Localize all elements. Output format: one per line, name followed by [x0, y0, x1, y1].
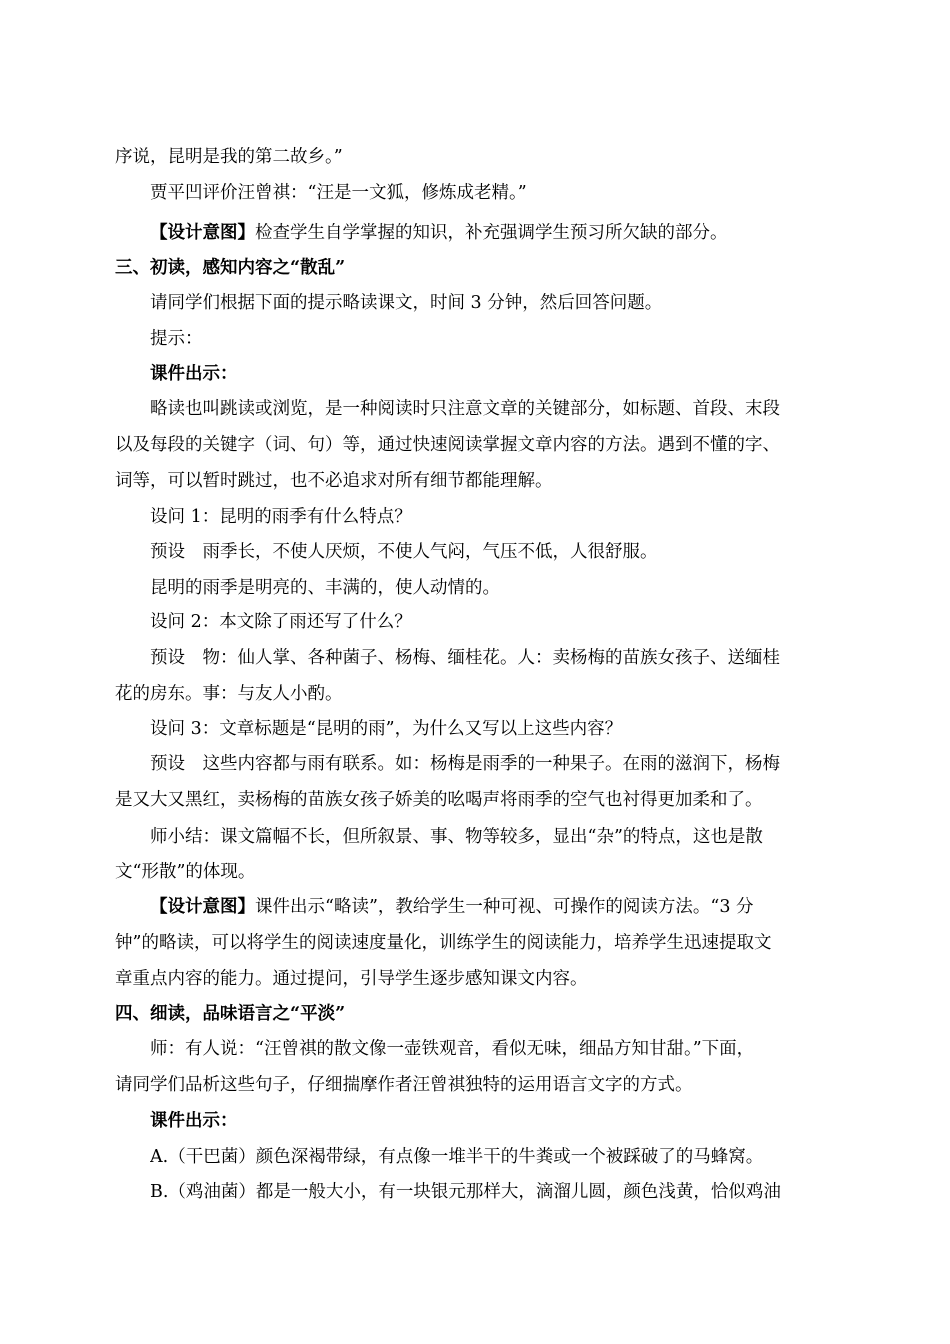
courseware-label: 课件出示：	[150, 1111, 238, 1131]
design-intent-label: 【设计意图】	[150, 897, 255, 917]
courseware-label: 课件出示：	[150, 364, 238, 384]
paragraph-line: 词等，可以暂时跳过，也不必追求对所有细节都能理解。	[115, 471, 553, 491]
paragraph-line: 设问 2：本文除了雨还写了什么？	[150, 612, 412, 632]
paragraph-line: 略读也叫跳读或浏览，是一种阅读时只注意文章的关键部分，如标题、首段、末段	[150, 399, 780, 419]
design-intent-paragraph	[150, 216, 845, 250]
paragraph-line: 预设 物：仙人掌、各种菌子、杨梅、缅桂花。人：卖杨梅的苗族女孩子、送缅桂	[150, 648, 780, 668]
paragraph-line: A.（干巴菌）颜色深褐带绿，有点像一堆半干的牛粪或一个被踩破了的马蜂窝。	[150, 1147, 764, 1167]
section-heading: 四、细读，品味语言之“平淡”	[115, 1004, 346, 1024]
paragraph-line: 花的房东。事：与友人小酌。	[115, 684, 343, 704]
paragraph-line: B.（鸡油菌）都是一般大小，有一块银元那样大，滴溜儿圆，颜色浅黄，恰似鸡油	[150, 1182, 781, 1202]
paragraph-line: 请同学们根据下面的提示略读课文，时间 3 分钟，然后回答问题。	[150, 293, 663, 313]
paragraph-line: 师小结：课文篇幅不长，但所叙景、事、物等较多，显出“杂”的特点，这也是散	[150, 827, 763, 847]
design-intent-label: 【设计意图】	[150, 223, 255, 243]
paragraph-line: 提示：	[150, 329, 203, 349]
paragraph-line: 钟”的略读，可以将学生的阅读速度量化，训练学生的阅读能力，培养学生迅速提取文	[115, 933, 772, 953]
paragraph-line: 以及每段的关键字（词、句）等，通过快速阅读掌握文章内容的方法。遇到不懂的字、	[115, 435, 780, 455]
paragraph-line: 请同学们品析这些句子，仔细揣摩作者汪曾祺独特的运用语言文字的方式。	[115, 1075, 693, 1095]
paragraph-line: 设问 1：昆明的雨季有什么特点？	[150, 507, 412, 527]
paragraph-text: 课件出示“略读”，教给学生一种可视、可操作的阅读方法。“3 分	[255, 897, 754, 917]
paragraph-line: 文“形散”的体现。	[115, 862, 256, 882]
paragraph-line: 是又大又黑红，卖杨梅的苗族女孩子娇美的吆喝声将雨季的空气也衬得更加柔和了。	[115, 790, 763, 810]
paragraph-line: 预设 这些内容都与雨有联系。如：杨梅是雨季的一种果子。在雨的滋润下，杨梅	[150, 754, 780, 774]
paragraph-line: 预设 雨季长，不使人厌烦，不使人气闷，气压不低，人很舒服。	[150, 542, 658, 562]
paragraph-line: 章重点内容的能力。通过提问，引导学生逐步感知课文内容。	[115, 969, 588, 989]
paragraph-text: 检查学生自学掌握的知识，补充强调学生预习所欠缺的部分。	[255, 223, 728, 243]
paragraph-line: 师：有人说：“汪曾祺的散文像一壶铁观音，看似无味，细品方知甘甜。”下面，	[150, 1039, 755, 1059]
paragraph-line: 设问 3：文章标题是“昆明的雨”，为什么又写以上这些内容？	[150, 719, 623, 739]
paragraph-line: 贾平凹评价汪曾祺：“汪是一文狐，修炼成老精。”	[150, 183, 527, 203]
section-heading: 三、初读，感知内容之“散乱”	[115, 258, 346, 278]
paragraph-line: 昆明的雨季是明亮的、丰满的，使人动情的。	[150, 578, 500, 598]
design-intent-paragraph	[150, 890, 845, 924]
paragraph-line: 序说，昆明是我的第二故乡。”	[115, 147, 343, 167]
